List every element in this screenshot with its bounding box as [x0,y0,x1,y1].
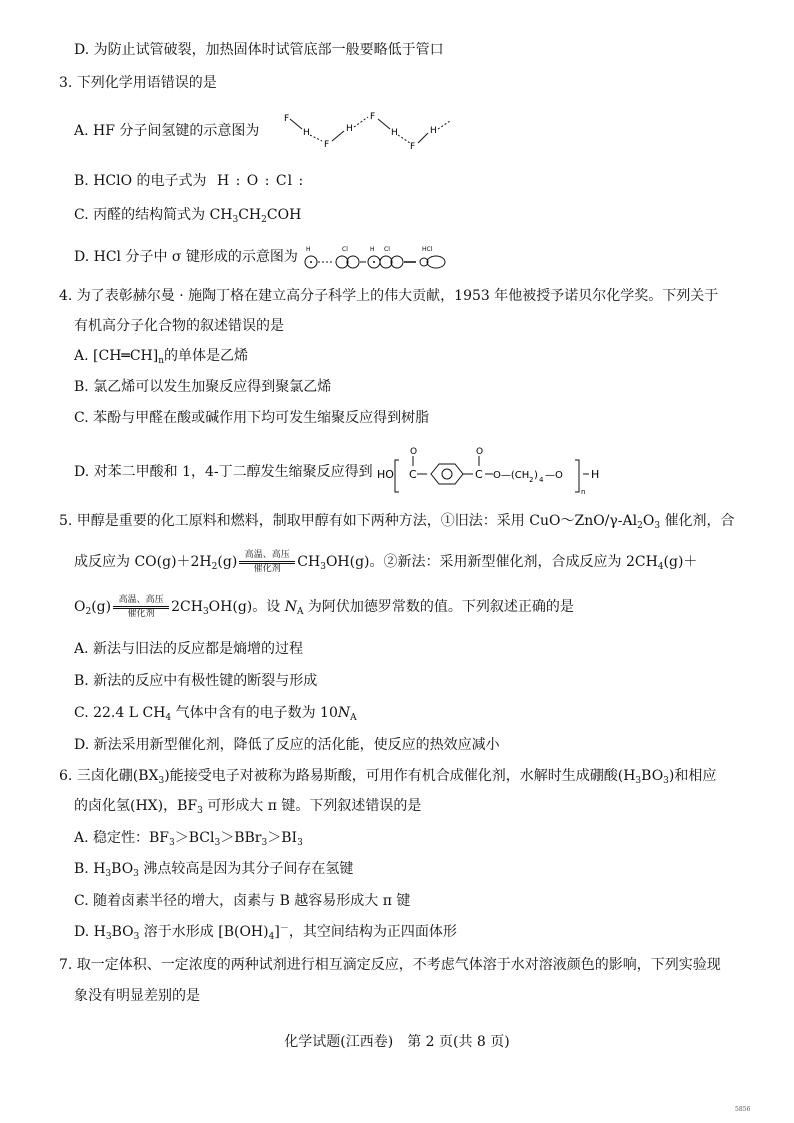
q5-option-b: B. 新法的反应中有极性键的断裂与形成 [74,673,318,689]
svg-text:H: H [370,246,375,253]
q7-stem-line2: 象没有明显差别的是 [74,988,200,1004]
svg-text:H: H [306,246,311,253]
polyester-structure [375,440,615,496]
svg-text:Cl: Cl [342,246,348,253]
q6-stem-line1: 6. 三卤化硼$(BX_3)$能接受电子对被称为路易斯酸，可用作有机合成催化剂，水解时生成硼酸$(H_3BO_3)$和相应 [59,768,717,786]
page-footer: 化学试题(江西卷) 第 2 页(共 8 页) [284,1034,510,1050]
svg-text:O: O [410,447,418,457]
svg-text:4: 4 [539,476,544,484]
svg-text:HCl: HCl [422,246,433,253]
q5-stem-line3: $O_2(g)$ 高温、高压 催化剂 $2CH_3OH(g)$。设 $N_A$ 为阿伏加德罗常数的值。下列叙述正确的是 [74,595,574,619]
q4-option-d [74,462,373,482]
q6-option-c: C. 随着卤素半径的增大，卤素与 B 越容易形成大 π 键 [74,893,411,909]
svg-text:Cl: Cl [384,246,390,253]
q3-option-a-text: A. HF 分子间氢键的示意图为 [74,123,260,139]
q2-option-d: D. 为防止试管破裂，加热固体时试管底部一般要略低于管口 [74,42,444,58]
svg-text:C: C [409,468,417,481]
q6-option-d: D. $H_3BO_3$ 溶于水形成 $[B(OH)_4]^-$，其空间结构为正四面体形 [74,924,457,942]
q5-stem-line1: 5. 甲醇是重要的化工原料和燃料，制取甲醇有如下两种方法，①旧法：采用 $CuO\sim ZnO/\gamma-Al_2O_3$ 催化剂，合 [59,513,735,531]
atom-f3: F [370,112,376,122]
atom-f1: F [284,114,290,124]
svg-text:O: O [476,447,484,457]
hf-hydrogen-bond-diagram [270,105,460,153]
atom-f4: F [410,142,416,152]
svg-text:H: H [591,468,600,481]
q4-option-a: A. $[CH═CH]_n$的单体是乙烯 [74,348,249,366]
q3-option-c: C. 丙醛的结构简式为 $CH_3CH_2COH$ [74,207,302,225]
corner-mark: 5856 [735,1106,751,1113]
svg-text:C: C [475,468,483,481]
atom-f2: F [324,140,330,150]
atom-h4: H [430,126,437,136]
q6-option-a: A. 稳定性：$BF_3>BCl_3>BBr_3>BI_3$ [74,830,303,848]
svg-text:2: 2 [529,476,534,484]
q4-stem-line1: 4. 为了表彰赫尔曼 · 施陶丁格在建立高分子科学上的伟大贡献，1953 年他被授予诺贝尔化学奖。下列关于 [59,288,719,304]
q3-option-d [74,247,298,267]
svg-text:n: n [581,488,586,496]
q5-option-c: C. 22.4 L $CH_4$ 气体中含有的电子数为 $10N_A$ [74,705,357,723]
q3-option-b-text: B. HClO 的电子式为 [74,173,207,189]
q7-stem-line1: 7. 取一定体积、一定浓度的两种试剂进行相互滴定反应，不考虑气体溶于水对溶液颜色的影响，下列实验现 [59,957,721,973]
q4-stem-line2: 有机高分子化合物的叙述错误的是 [74,318,284,334]
q4-option-d-text: D. 对苯二甲酸和 1，4-丁二醇发生缩聚反应得到 [74,464,373,480]
q5-option-d: D. 新法采用新型催化剂，降低了反应的活化能，使反应的热效应减小 [74,737,500,753]
svg-text:—O: —O [545,470,563,481]
svg-text:O—(CH: O—(CH [493,470,530,481]
hcl-sigma-bond-diagram [304,242,454,272]
atom-h1: H [303,128,310,138]
hclo-electron-formula: H : O : Cl : [216,173,305,189]
reaction-arrow-2: 高温、高压 催化剂 [113,597,169,617]
q3-option-d-text: D. HCl 分子中 σ 键形成的示意图为 [74,249,298,265]
q6-stem-line2: 的卤化氢(HX)，$BF_3$ 可形成大 π 键。下列叙述错误的是 [74,798,422,816]
atom-h3: H [391,128,398,138]
q3-stem: 3. 下列化学用语错误的是 [59,75,217,91]
svg-text:HO: HO [377,468,394,481]
q4-option-c: C. 苯酚与甲醛在酸或碱作用下均可发生缩聚反应得到树脂 [74,410,430,426]
q3-option-a [74,121,259,141]
q5-option-a: A. 新法与旧法的反应都是熵增的过程 [74,641,304,657]
reaction-arrow-1: 高温、高压 催化剂 [239,552,295,572]
q4-option-b: B. 氯乙烯可以发生加聚反应得到聚氯乙烯 [74,379,332,395]
atom-h2: H [346,124,353,134]
q3-option-b [74,171,304,191]
q6-option-b: B. $H_3BO_3$ 沸点较高是因为其分子间存在氢键 [74,861,354,879]
svg-text:): ) [534,470,538,481]
q5-stem-line2: 成反应为 $CO(g)+2H_2(g)$ 高温、高压 催化剂 $CH_3OH(g)$。②新法：采用新型催化剂，合成反应为 $2CH_4(g)+$ [74,550,698,574]
